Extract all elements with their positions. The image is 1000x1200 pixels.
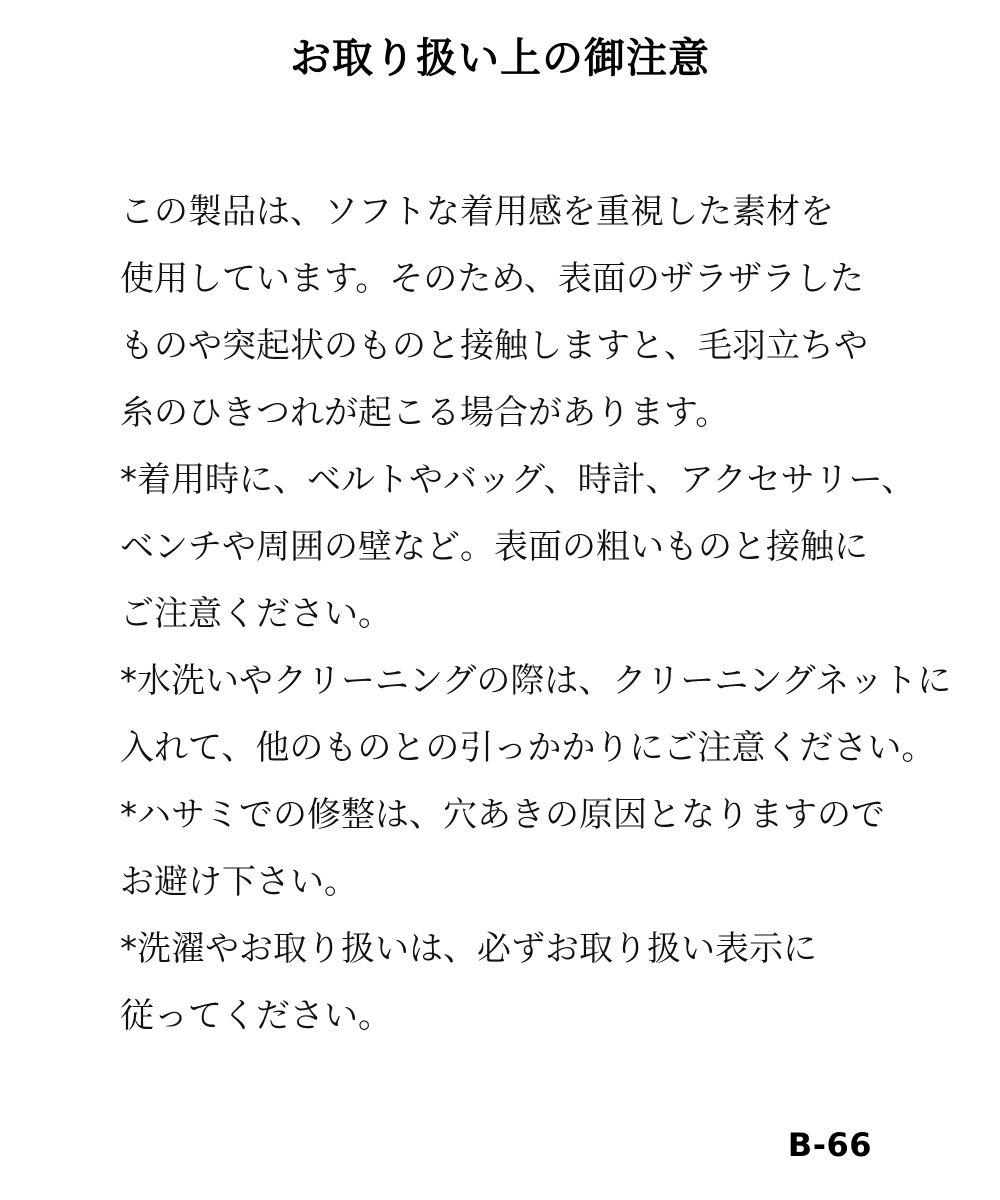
body-line: 糸のひきつれが起こる場合があります。 — [120, 393, 730, 434]
body-line: ものや突起状のものと接触しますと、毛羽立ちや — [120, 326, 868, 367]
body-line: 入れて、他のものとの引っかかりにご注意ください。 — [120, 728, 936, 769]
body-text-block — [0, 83, 1000, 1050]
body-line: 従ってください。 — [120, 996, 392, 1037]
page-title: お取り扱い上の御注意 — [290, 34, 710, 82]
body-line: *水洗いやクリーニングの際は、クリーニングネットに — [120, 661, 952, 702]
body-line: 使用しています。そのため、表面のザラザラした — [120, 259, 864, 300]
body-line: *ハサミでの修整は、穴あきの原因となりますので — [120, 795, 885, 836]
body-line: お避け下さい。 — [120, 862, 358, 903]
body-line: *着用時に、ベルトやバッグ、時計、アクセサリー、 — [120, 460, 916, 501]
page-code: B-66 — [787, 1126, 872, 1164]
body-line: ご注意ください。 — [120, 594, 392, 635]
body-line: この製品は、ソフトな着用感を重視した素材を — [120, 192, 834, 233]
body-line: ベンチや周囲の壁など。表面の粗いものと接触に — [120, 527, 868, 568]
body-line: *洗濯やお取り扱いは、必ずお取り扱い表示に — [120, 929, 817, 970]
